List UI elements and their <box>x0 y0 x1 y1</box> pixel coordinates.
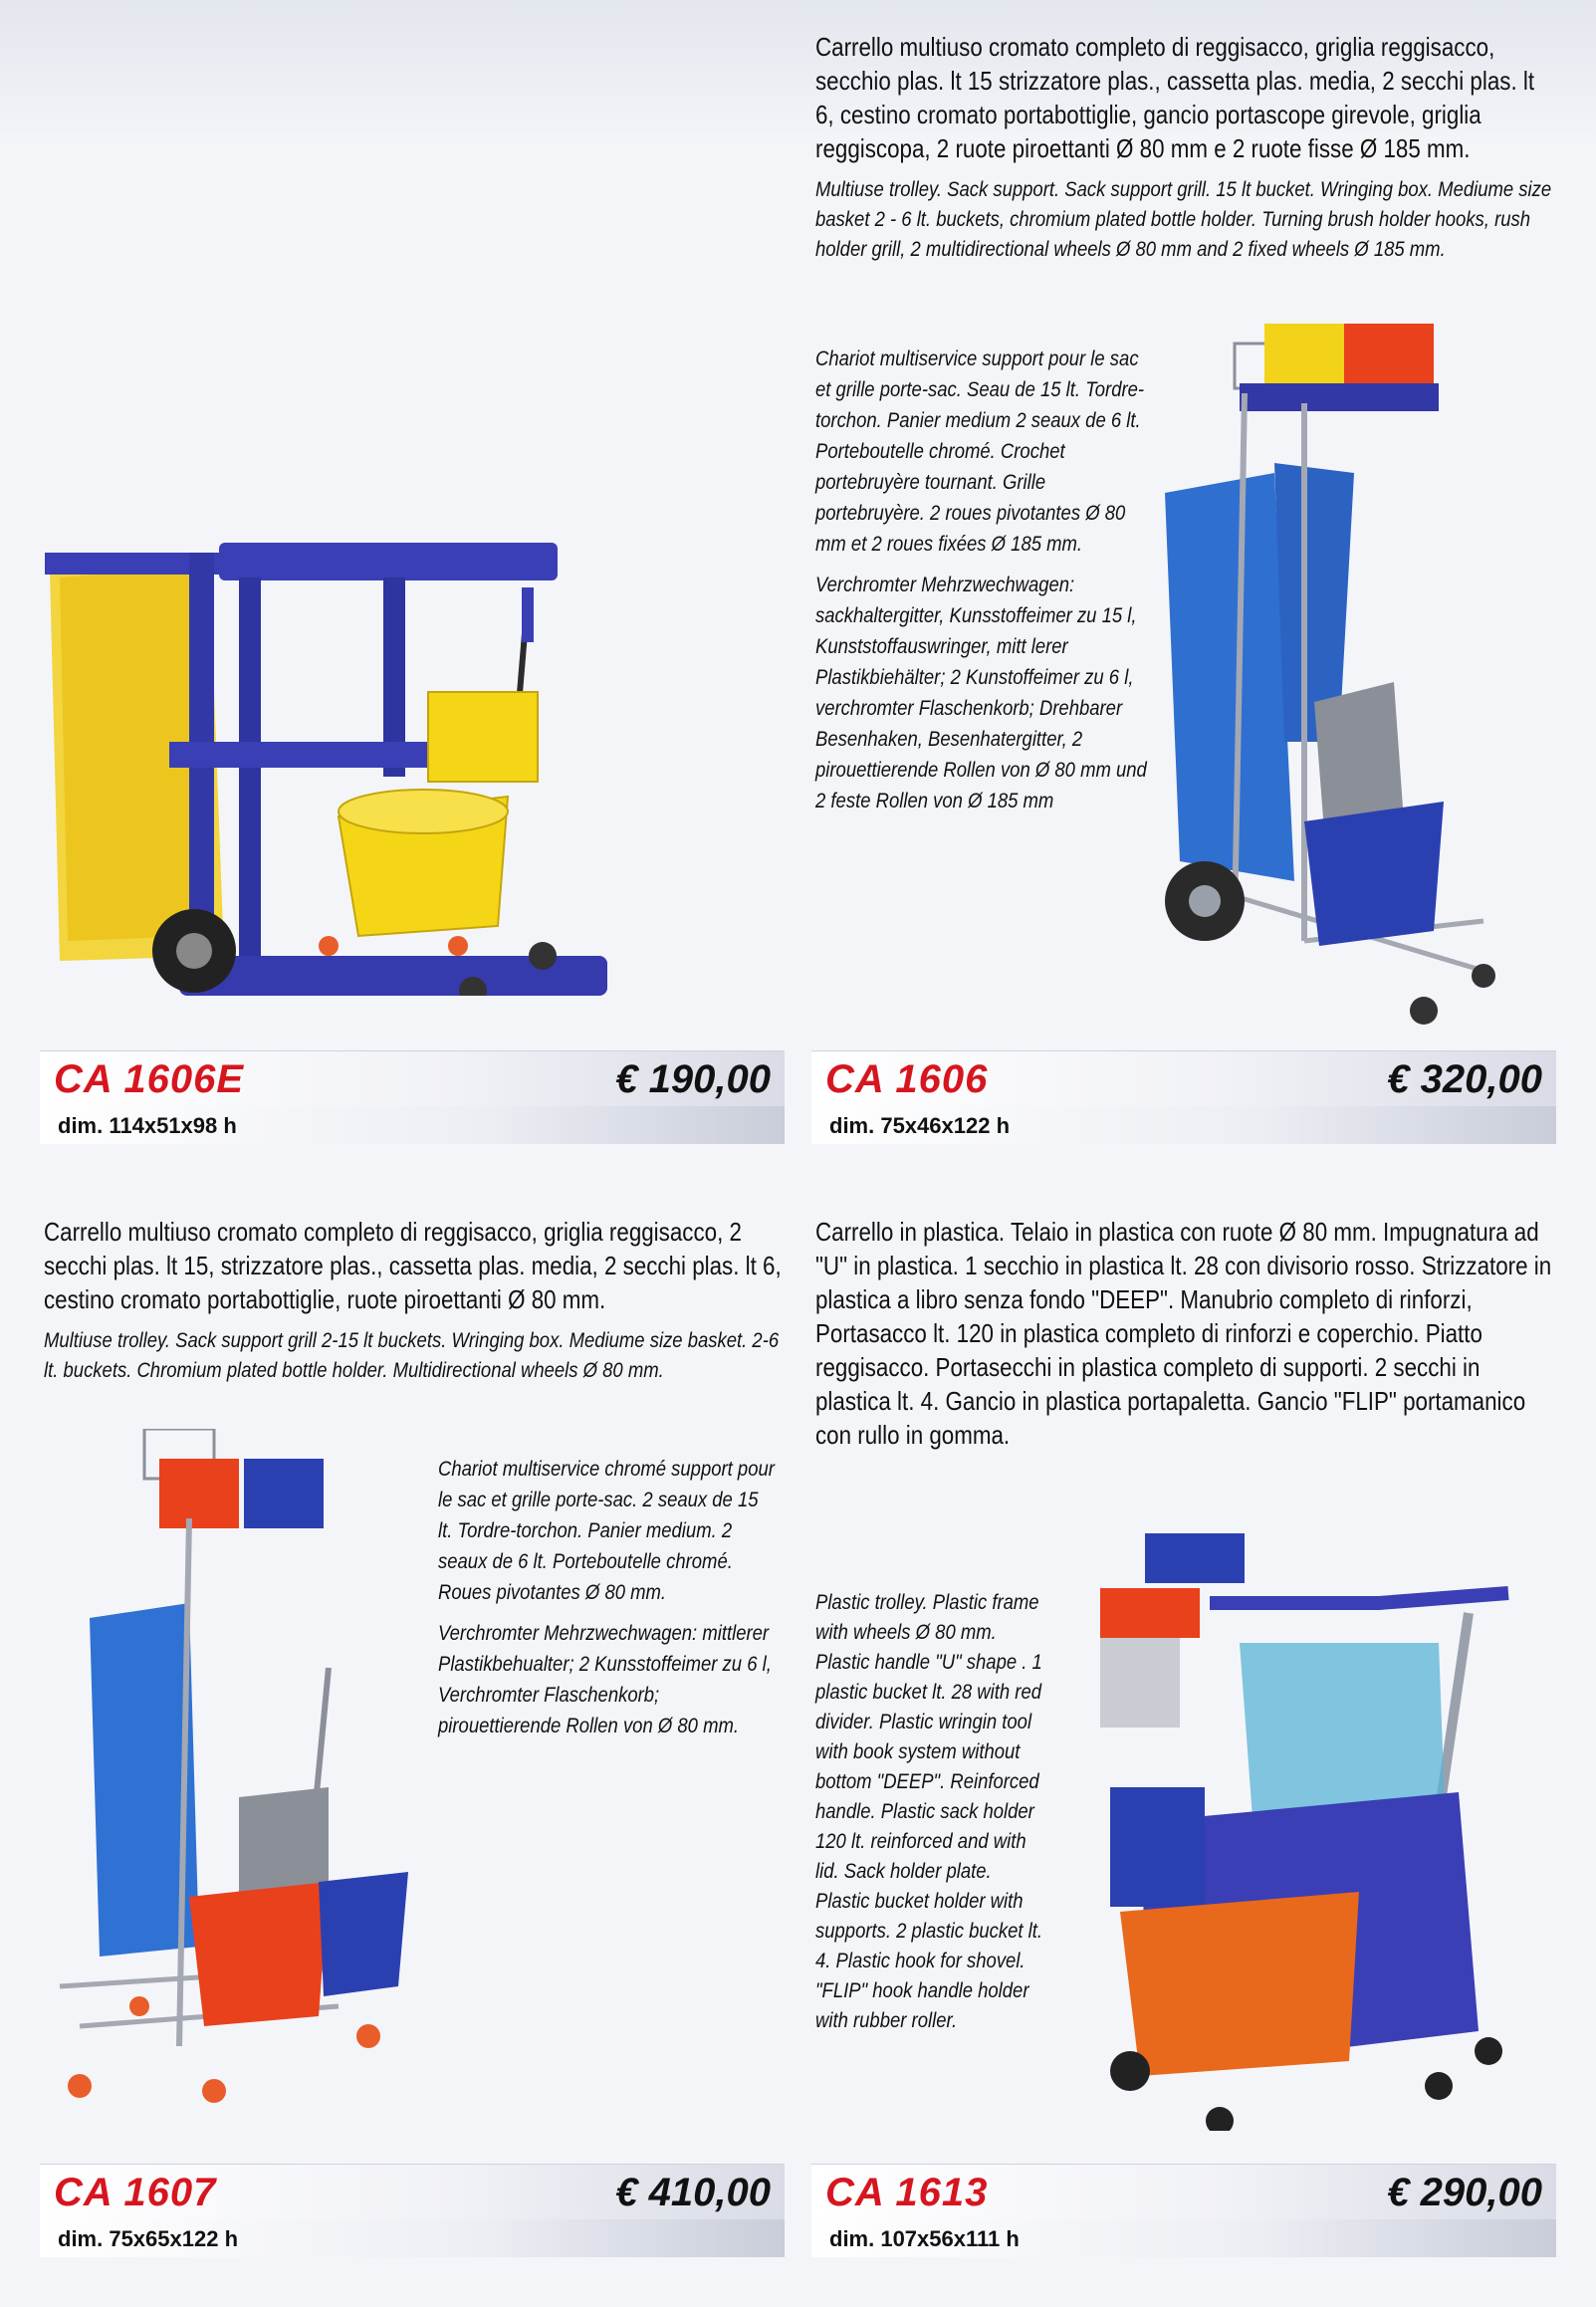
description-english: Multiuse trolley. Sack support. Sack support grill. 15 lt bucket. Wringing box. Mediume size basket 2 - 6 lt. buckets, chromium plated bottle holder. Turning brush holder hooks, rush holder grill, 2 multidirectional wheels Ø 80 mm and 2 fixed wheels Ø 185 mm. <box>815 178 1552 261</box>
product-panel-ca1613 <box>811 1205 1556 2270</box>
product-dimensions: dim. 114x51x98 h <box>58 1113 237 1138</box>
dimensions-bar <box>40 1106 785 1144</box>
description-block <box>815 30 1557 275</box>
description-block <box>815 1215 1557 1462</box>
description-french: Chariot multiservice support pour le sac et grille porte-sac. Seau de 15 lt. Tordre-torchon. Panier medium 2 seaux de 6 lt. Porteboutelle chromé. Crochet portebruyère tournant. Grille portebruyère. 2 roues pivotantes Ø 80 mm et 2 roues fixées Ø 185 mm. <box>815 347 1145 556</box>
description-block-secondary <box>815 1588 1044 2046</box>
product-price: € 320,00 <box>1387 1057 1542 1101</box>
description-italian: Carrello in plastica. Telaio in plastica con ruote Ø 80 mm. Impugnatura ad "U" in plastica. 1 secchio in plastica lt. 28 con divisorio rosso. Strizzatore in plastica a libro senza fondo "DEEP". Manubrio completo di rinforzi, Portasacco lt. 120 in plastica completo di rinforzi e coperchio. Piatto reggisacco. Portasecchi in plastica completo di supporti. 2 secchi in plastica lt. 4. Gancio in plastica portapaletta. Gancio "FLIP" portamanico con rullo in gomma. <box>815 1217 1552 1450</box>
chrome-trolley-image <box>1155 324 1553 1040</box>
product-price: € 410,00 <box>615 2171 771 2214</box>
product-dimensions: dim. 75x46x122 h <box>829 1113 1011 1138</box>
dimensions-bar <box>811 2219 1556 2257</box>
description-block-secondary <box>438 1454 777 1751</box>
description-german: Verchromter Mehrzwechwagen: mittlerer Plastikbehualter; 2 Kunsstoffeimer zu 6 l, Verchromter Flaschenkorb; pirouettierende Rollen von Ø 80 mm. <box>438 1622 772 1737</box>
description-italian: Carrello multiuso cromato completo di reggisacco, griglia reggisacco, 2 secchi plas. lt 15, strizzatore plas., cassetta plas. media, 2 secchi plas. lt 6, cestino cromato portabottiglie, ruote piroettanti Ø 80 mm. <box>44 1217 782 1314</box>
description-german: Verchromter Mehrzwechwagen: sackhaltergitter, Kunsstoffeimer zu 15 l, Kunststoffauswringer, mitt lerer Plastikbiehälter; 2 Kunstoffeimer zu 6 l, verchromter Flaschenkorb; Drehbarer Besenhaken, Besenhatergitter, 2 pirouettierende Rollen von Ø 80 mm und 2 feste Rollen von Ø 185 mm <box>815 574 1147 812</box>
description-french: Chariot multiservice chromé support pour le sac et grille porte-sac. 2 seaux de 15 lt. Tordre-torchon. Panier medium. 2 seaux de 6 lt. Porteboutelle chromé. Roues pivotantes Ø 80 mm. <box>438 1458 775 1604</box>
product-code: CA 1613 <box>825 2171 989 2214</box>
janitor-cart-image <box>40 339 785 996</box>
product-panel-ca1607 <box>40 1205 785 2270</box>
product-code-bar <box>811 1050 1556 1107</box>
product-code-bar <box>40 1050 785 1107</box>
product-panel-ca1606 <box>811 20 1556 1145</box>
product-price: € 190,00 <box>615 1057 771 1101</box>
product-price: € 290,00 <box>1387 2171 1542 2214</box>
product-dimensions: dim. 107x56x111 h <box>829 2226 1020 2251</box>
product-dimensions: dim. 75x65x122 h <box>58 2226 239 2251</box>
product-code: CA 1606E <box>54 1057 245 1101</box>
product-code-bar <box>40 2164 785 2220</box>
product-code: CA 1606 <box>825 1057 989 1101</box>
product-panel-ca1606e <box>40 179 785 1145</box>
description-block <box>44 1215 786 1396</box>
plastic-trolley-image <box>1060 1533 1558 2131</box>
description-block-secondary <box>815 344 1149 826</box>
description-italian: Carrello multiuso cromato completo di reggisacco, griglia reggisacco, secchio plas. lt 15 strizzatore plas., cassetta plas. media, 2 secchi plas. lt 6, cestino cromato portabottiglie, gancio portascope girevole, griglia reggiscopa, 2 ruote piroettanti Ø 80 mm e 2 ruote fisse Ø 185 mm. <box>815 32 1535 163</box>
description-english: Multiuse trolley. Sack support grill 2-15 lt buckets. Wringing box. Mediume size basket. 2-6 lt. buckets. Chromium plated bottle holder. Multidirectional wheels Ø 80 mm. <box>44 1329 780 1382</box>
dimensions-bar <box>40 2219 785 2257</box>
double-bucket-trolley-image <box>40 1429 438 2106</box>
dimensions-bar <box>811 1106 1556 1144</box>
description-english: Plastic trolley. Plastic frame with wheels Ø 80 mm. Plastic handle "U" shape . 1 plastic bucket lt. 28 with red divider. Plastic wringin tool with book system without bottom "DEEP". Reinforced handle. Plastic sack holder 120 lt. reinforced and with lid. Sack holder plate. Plastic bucket holder with supports. 2 plastic bucket lt. 4. Plastic hook for shovel. "FLIP" hook handle holder with rubber roller. <box>815 1591 1043 2032</box>
product-code-bar <box>811 2164 1556 2220</box>
product-code: CA 1607 <box>54 2171 217 2214</box>
